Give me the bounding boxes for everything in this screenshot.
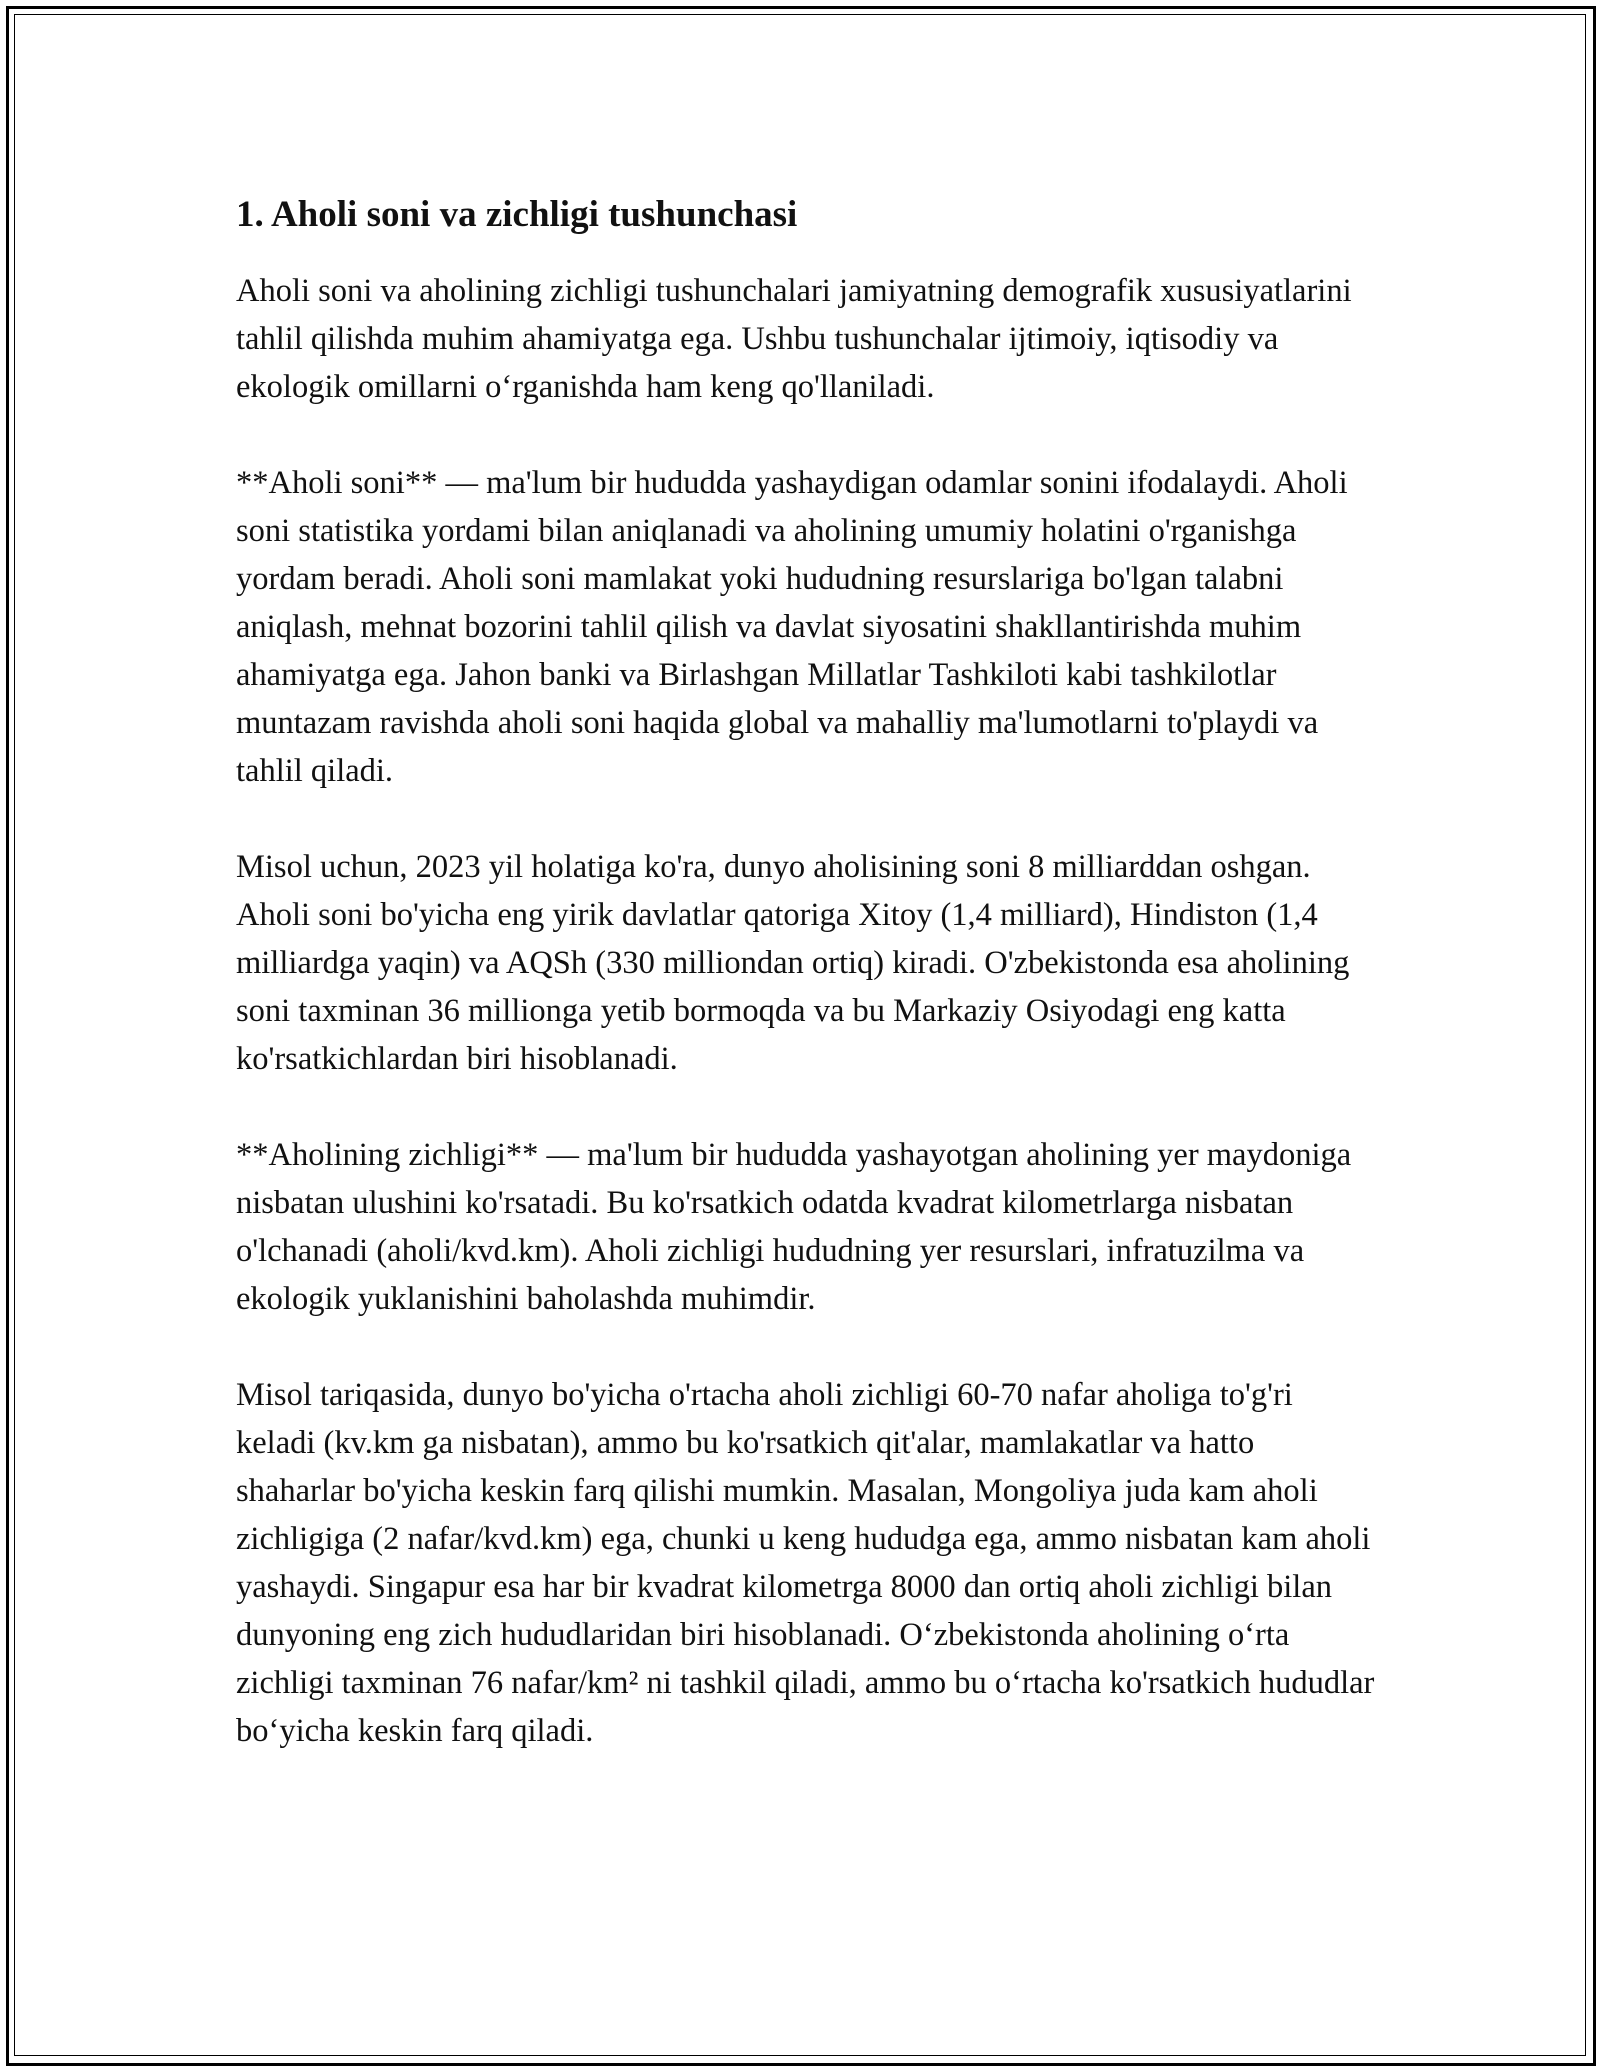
- document-body: [236, 185, 1376, 1803]
- paragraph-density: **Aholining zichligi** — ma'lum bir hududda yashayotgan aholining yer maydoniga nisbatan ulushini ko'rsatadi. Bu ko'rsatkich odatda kvadrat kilometrlarga nisbatan o'lchanadi (aholi/kvd.km). Aholi zichligi hududning yer resurslari, infratuzilma va ekologik yuklanishini baholashda muhimdir.: [236, 1137, 1352, 1317]
- section-heading: 1. Aholi soni va zichligi tushunchasi: [236, 194, 798, 235]
- paragraph-population-example: Misol uchun, 2023 yil holatiga ko'ra, dunyo aholisining soni 8 milliarddan oshgan. Aholi soni bo'yicha eng yirik davlatlar qatoriga Xitoy (1,4 milliard), Hindiston (1,4 milliardga yaqin) va AQSh (330 milliondan ortiq) kiradi. O'zbekistonda esa aholining soni taxminan 36 millionga yetib bormoqda va bu Markaziy Osiyodagi eng katta ko'rsatkichlardan biri hisoblanadi.: [236, 849, 1350, 1077]
- paragraph-density-example: Misol tariqasida, dunyo bo'yicha o'rtacha aholi zichligi 60-70 nafar aholiga to'g'ri keladi (kv.km ga nisbatan), ammo bu ko'rsatkich qit'alar, mamlakatlar va hatto shaharlar bo'yicha keskin farq qilishi mumkin. Masalan, Mongoliya juda kam aholi zichligiga (2 nafar/kvd.km) ega, chunki u keng hududga ega, ammo nisbatan kam aholi yashaydi. Singapur esa har bir kvadrat kilometrga 8000 dan ortiq aholi zichligi bilan dunyoning eng zich hududlaridan biri hisoblanadi. O‘zbekistonda aholining o‘rta zichligi taxminan 76 nafar/km² ni tashkil qiladi, ammo bu o‘rtacha ko'rsatkich hududlar bo‘yicha keskin farq qiladi.: [236, 1377, 1375, 1749]
- paragraph-intro: Aholi soni va aholining zichligi tushunchalari jamiyatning demografik xususiyatlarini tahlil qilishda muhim ahamiyatga ega. Ushbu tushunchalar ijtimoiy, iqtisodiy va ekologik omillarni o‘rganishda ham keng qo'llaniladi.: [236, 273, 1352, 405]
- paragraph-population: **Aholi soni** — ma'lum bir hududda yashaydigan odamlar sonini ifodalaydi. Aholi soni statistika yordami bilan aniqlanadi va aholining umumiy holatini o'rganishga yordam beradi. Aholi soni mamlakat yoki hududning resurslariga bo'lgan talabni aniqlash, mehnat bozorini tahlil qilish va davlat siyosatini shakllantirishda muhim ahamiyatga ega. Jahon banki va Birlashgan Millatlar Tashkiloti kabi tashkilotlar muntazam ravishda aholi soni haqida global va mahalliy ma'lumotlarni to'playdi va tahlil qiladi.: [236, 465, 1348, 789]
